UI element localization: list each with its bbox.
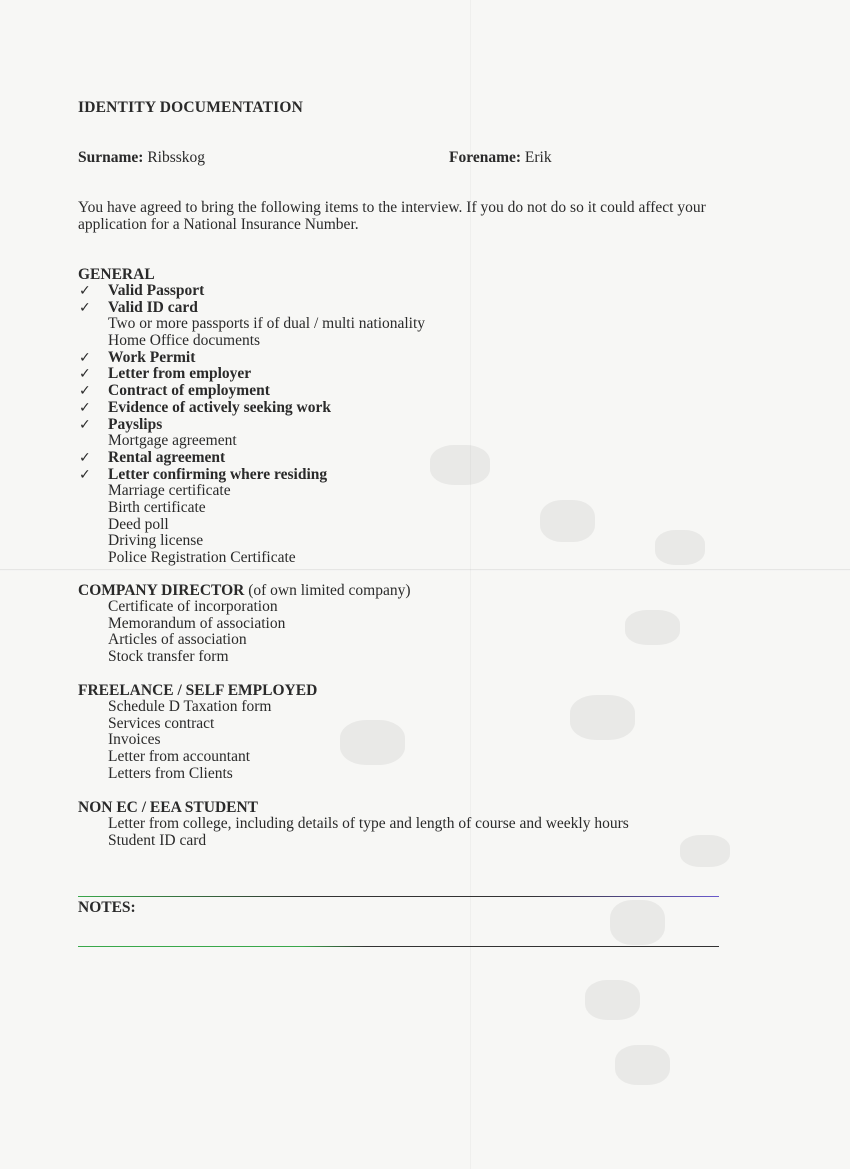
checklist-item — [78, 383, 425, 400]
checklist-item-label: Schedule D Taxation form — [108, 698, 272, 715]
checklist-item — [78, 649, 411, 666]
show-through-smudge — [625, 610, 680, 645]
show-through-smudge — [655, 530, 705, 565]
checklist-item — [78, 350, 425, 367]
notes-top-rule — [78, 896, 719, 897]
checklist-item-label: Services contract — [108, 714, 215, 732]
checklist-item-label: Rental agreement — [108, 448, 226, 466]
checklist-item — [78, 400, 425, 417]
show-through-smudge — [540, 500, 595, 542]
section-title-text: COMPANY DIRECTOR — [78, 582, 245, 599]
checklist-item — [78, 366, 425, 383]
checklist-item — [78, 483, 425, 500]
checklist-item-label: Contract of employment — [108, 382, 270, 400]
section-title-text: GENERAL — [78, 266, 155, 283]
check-mark-icon: ✓ — [79, 366, 91, 383]
check-mark-icon: ✓ — [79, 283, 91, 299]
checklist-item-label: Marriage certificate — [108, 482, 231, 500]
checklist-item-label: Valid Passport — [108, 282, 205, 299]
section-title-text: NON EC / EEA STUDENT — [78, 799, 259, 816]
checklist-item-label: Driving license — [108, 532, 204, 550]
checklist-item-label: Invoices — [108, 731, 161, 749]
show-through-smudge — [615, 1045, 670, 1085]
checklist-item — [78, 732, 317, 749]
checklist-item — [78, 500, 425, 517]
checklist-item — [78, 283, 425, 300]
checklist-item-label: Letter from employer — [108, 365, 252, 383]
checklist-item-label: Certificate of incorporation — [108, 598, 278, 615]
checklist-item-label: Police Registration Certificate — [108, 549, 296, 566]
checklist-item-label: Home Office documents — [108, 332, 261, 350]
checklist-item — [78, 632, 411, 649]
paper-fold — [0, 569, 850, 571]
section-title — [78, 682, 317, 699]
item-list — [78, 283, 425, 567]
checklist-item-label: Letter from college, including details of type and length of course and weekly hours — [108, 815, 629, 832]
section-non-ec-student — [78, 799, 629, 849]
show-through-smudge — [680, 835, 730, 867]
checklist-item — [78, 316, 425, 333]
checklist-item-label: Articles of association — [108, 631, 247, 649]
check-mark-icon: ✓ — [79, 349, 91, 366]
check-mark-icon: ✓ — [79, 466, 91, 483]
checklist-item — [78, 833, 629, 850]
checklist-item — [78, 417, 425, 434]
checklist-item-label: Birth certificate — [108, 498, 206, 516]
section-title — [78, 799, 629, 816]
checklist-item-label: Student ID card — [108, 831, 207, 849]
surname-value: Ribsskog — [147, 149, 206, 166]
item-list — [78, 816, 629, 849]
checklist-item-label: Work Permit — [108, 348, 196, 366]
checklist-item-label: Deed poll — [108, 515, 169, 533]
checklist-item — [78, 816, 629, 833]
document-title: IDENTITY DOCUMENTATION — [78, 99, 304, 116]
checklist-item-label: Letters from Clients — [108, 764, 233, 782]
check-mark-icon: ✓ — [79, 383, 91, 400]
checklist-item — [78, 517, 425, 534]
show-through-smudge — [610, 900, 665, 945]
item-list — [78, 699, 317, 782]
section-company-director — [78, 582, 411, 666]
show-through-smudge — [585, 980, 640, 1020]
item-list — [78, 599, 411, 666]
checklist-item-label: Stock transfer form — [108, 648, 229, 666]
checklist-item — [78, 550, 425, 567]
checklist-item — [78, 616, 411, 633]
checklist-item-label: Mortgage agreement — [108, 432, 237, 450]
checklist-item — [78, 533, 425, 550]
check-mark-icon: ✓ — [79, 299, 91, 316]
checklist-item — [78, 766, 317, 783]
checklist-item-label: Memorandum of association — [108, 614, 286, 632]
checklist-item-label: Letter from accountant — [108, 748, 251, 766]
check-mark-icon: ✓ — [79, 449, 91, 466]
section-title-text: FREELANCE / SELF EMPLOYED — [78, 682, 318, 699]
checklist-item — [78, 433, 425, 450]
check-mark-icon: ✓ — [79, 399, 91, 416]
section-title — [78, 582, 411, 599]
notes-label: NOTES: — [78, 899, 136, 916]
checklist-item-label: Letter confirming where residing — [108, 465, 328, 483]
section-general — [78, 266, 425, 567]
section-title-note: (of own limited company) — [248, 582, 411, 599]
check-mark-icon: ✓ — [79, 416, 91, 433]
checklist-item — [78, 699, 317, 716]
surname-label: Surname: — [78, 149, 144, 166]
section-freelance — [78, 682, 317, 782]
checklist-item-label: Evidence of actively seeking work — [108, 398, 332, 416]
forename-field — [449, 149, 552, 167]
checklist-item-label: Valid ID card — [108, 298, 198, 316]
checklist-item — [78, 716, 317, 733]
show-through-smudge — [340, 720, 405, 765]
checklist-item — [78, 749, 317, 766]
forename-value: Erik — [524, 149, 552, 166]
checklist-item — [78, 300, 425, 317]
section-title — [78, 266, 425, 283]
checklist-item — [78, 467, 425, 484]
checklist-item — [78, 333, 425, 350]
checklist-item — [78, 599, 411, 616]
checklist-item-label: Payslips — [108, 415, 163, 433]
paper-fold-vertical — [470, 0, 471, 1169]
show-through-smudge — [570, 695, 635, 740]
checklist-item — [78, 450, 425, 467]
notes-bottom-rule — [78, 946, 719, 947]
show-through-smudge — [430, 445, 490, 485]
intro-paragraph: You have agreed to bring the following items to the interview. If you do not do so it could affect your application for a National Insurance Number. — [78, 199, 706, 233]
checklist-item-label: Two or more passports if of dual / multi nationality — [108, 315, 426, 333]
surname-field — [78, 149, 205, 167]
forename-label: Forename: — [449, 149, 522, 166]
